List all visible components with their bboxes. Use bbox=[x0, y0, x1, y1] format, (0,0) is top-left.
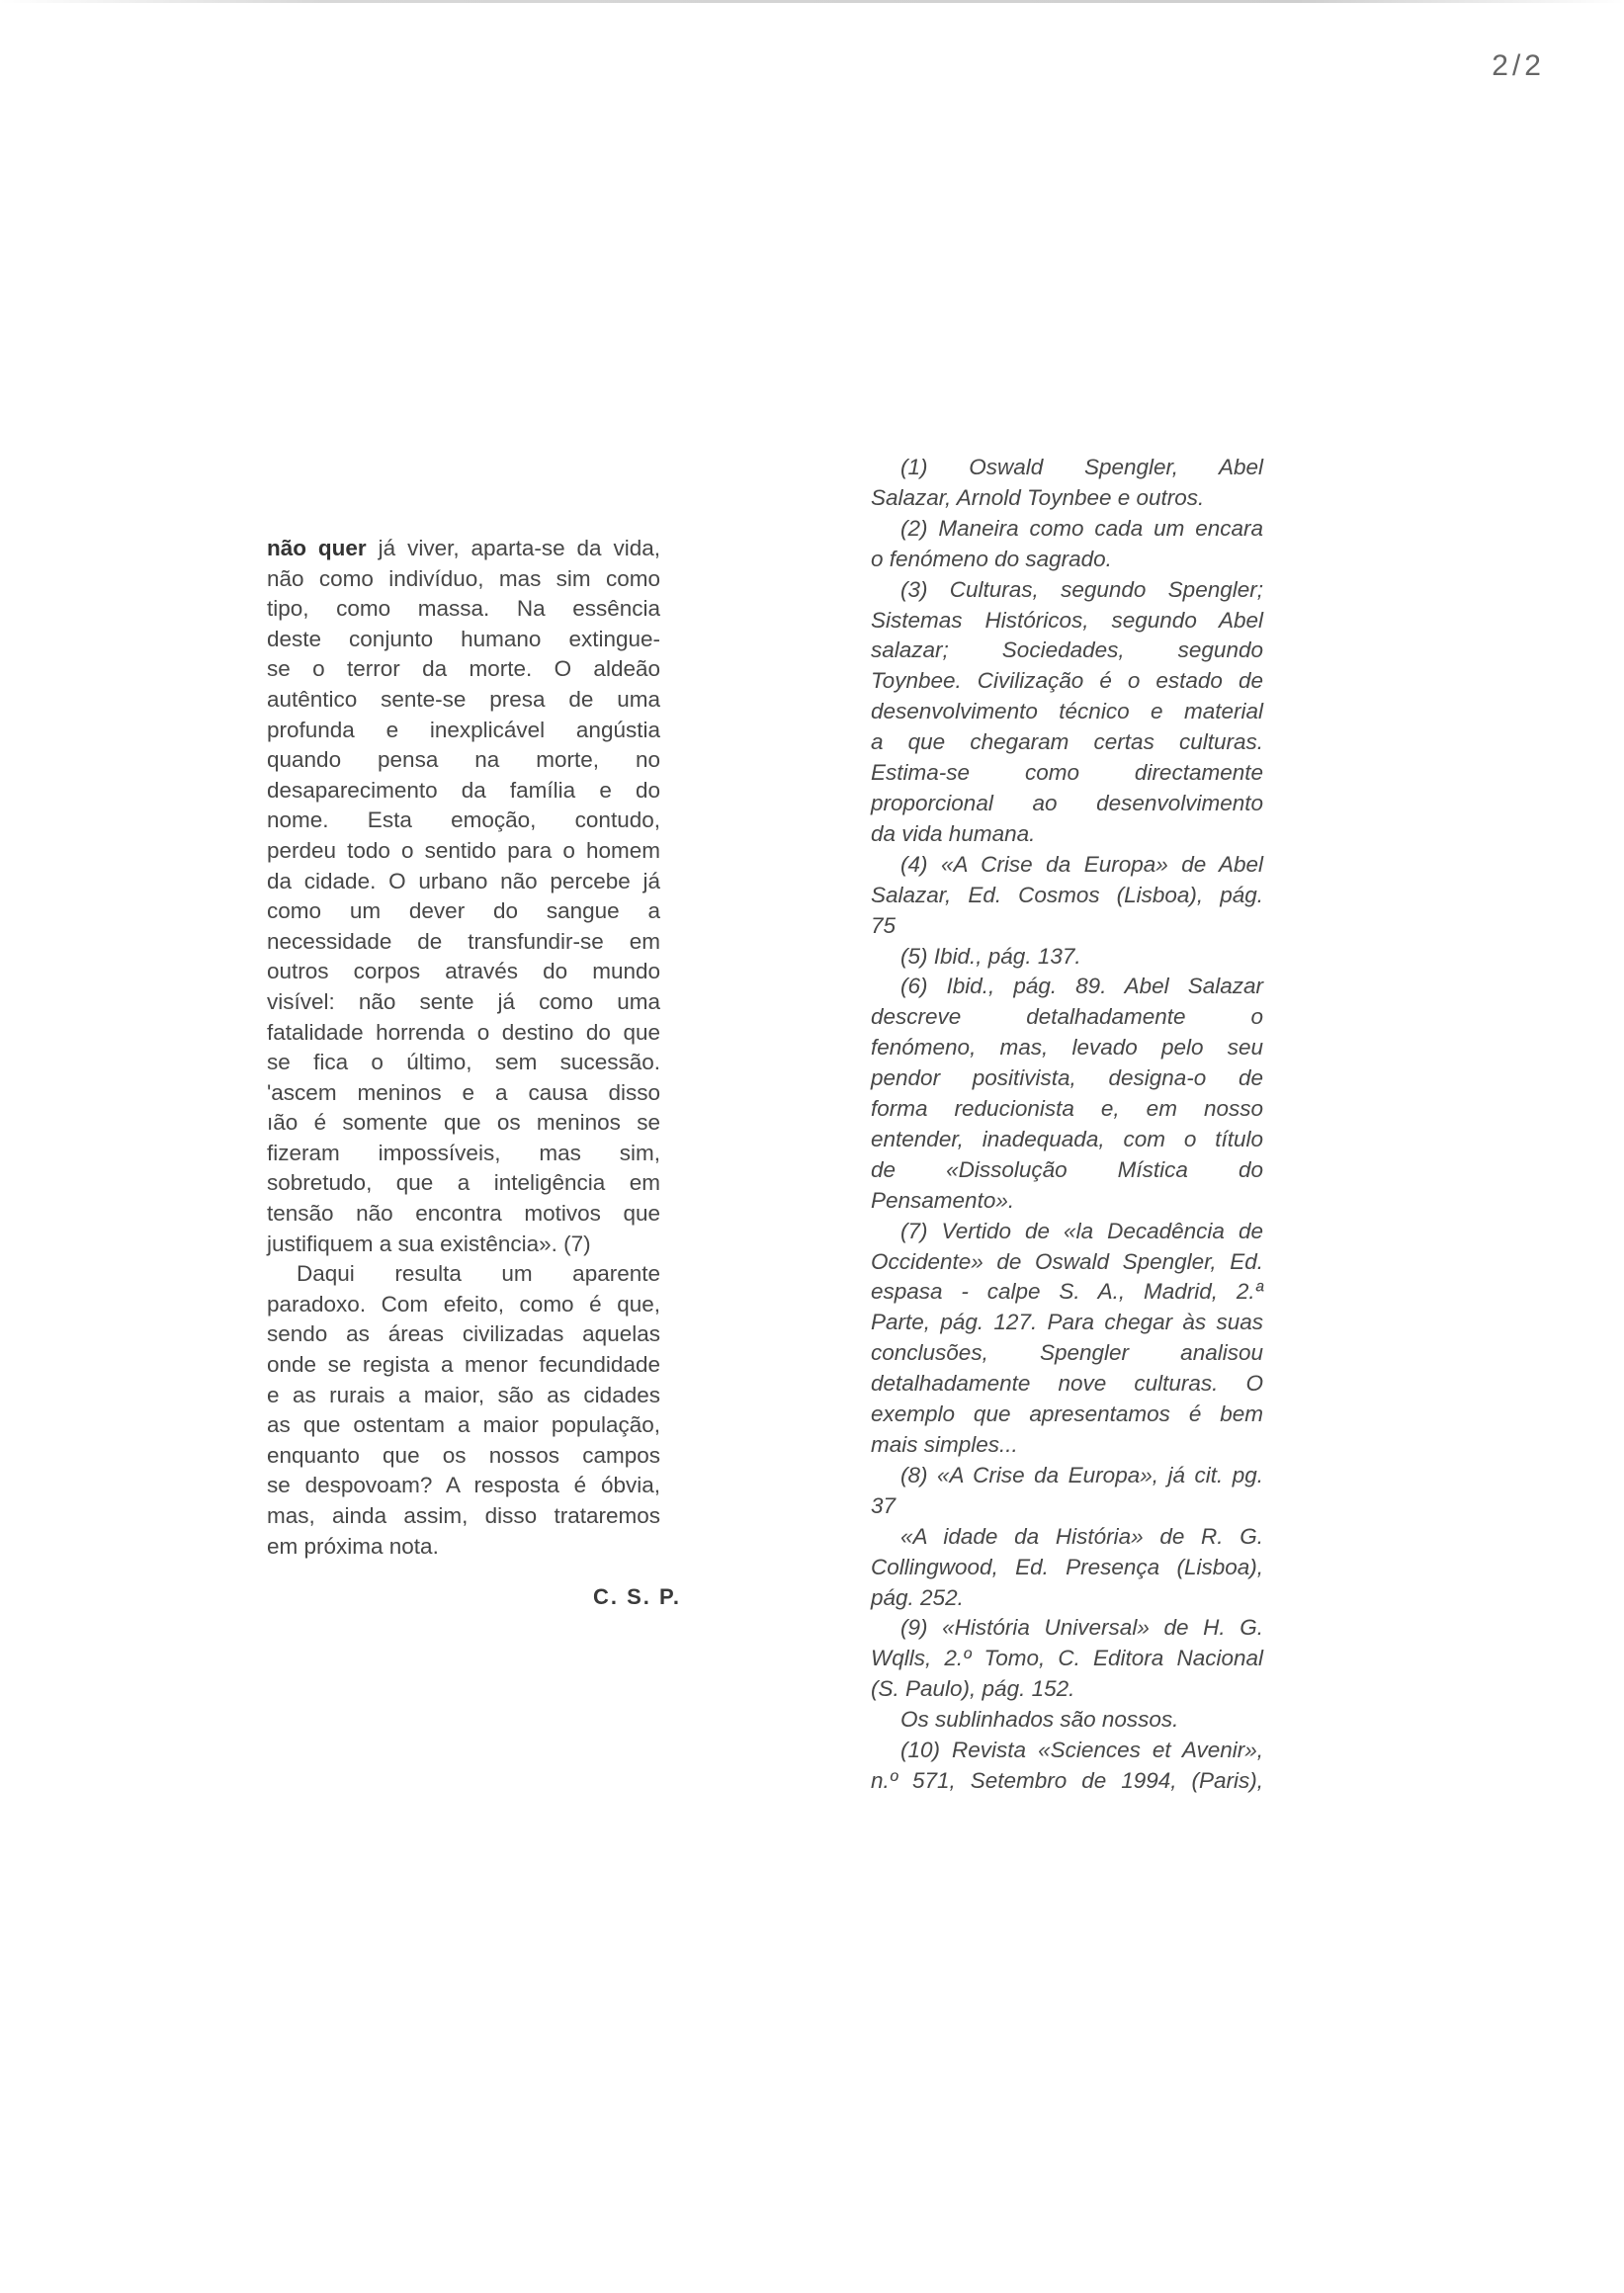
footnote-line: (8) «A Crise da Europa», já cit. pg. bbox=[900, 1462, 1263, 1487]
body-text-line: perdeu todo o sentido para o homem bbox=[267, 837, 660, 863]
body-text-line: 'ascem meninos e a causa disso bbox=[267, 1079, 660, 1105]
body-text-line: outros corpos através do mundo bbox=[267, 959, 660, 984]
lead-in-bold: não quer bbox=[267, 536, 367, 560]
body-text-line: deste conjunto humano extingue- bbox=[267, 626, 660, 651]
body-text-line: ıão é somente que os meninos se bbox=[267, 1110, 660, 1136]
line-text: já viver, aparta-se da vida, bbox=[366, 536, 661, 560]
footnote-line: Parte, pág. 127. Para chegar às suas bbox=[871, 1310, 1263, 1335]
left-text-column bbox=[267, 534, 660, 1562]
footnote-line: (4) «A Crise da Europa» de Abel bbox=[900, 851, 1263, 877]
footnote-line: de «Dissolução Mística do bbox=[871, 1156, 1263, 1182]
footnote-line: entender, inadequada, com o título bbox=[871, 1126, 1263, 1151]
footnote-line: (S. Paulo), pág. 152. bbox=[871, 1676, 1075, 1702]
footnote-line: Estima-se como directamente bbox=[871, 760, 1263, 786]
footnote-line: Toynbee. Civilização é o estado de bbox=[871, 668, 1263, 694]
body-text-line: fatalidade horrenda o destino do que bbox=[267, 1019, 660, 1045]
footnote-line: (1) Oswald Spengler, Abel bbox=[900, 455, 1263, 479]
footnote-line: Collingwood, Ed. Presença (Lisboa), bbox=[871, 1554, 1263, 1579]
footnote-line: Occidente» de Oswald Spengler, Ed. bbox=[871, 1248, 1263, 1274]
body-text-line: enquanto que os nossos campos bbox=[267, 1442, 660, 1468]
footnote-line: 75 bbox=[871, 912, 897, 938]
body-text-line: tipo, como massa. Na essência bbox=[267, 596, 660, 622]
footnote-line: desenvolvimento técnico e material bbox=[871, 699, 1263, 724]
body-text-line: sendo as áreas civilizadas aquelas bbox=[267, 1321, 660, 1347]
body-text-line: desaparecimento da família e do bbox=[267, 777, 660, 803]
body-text-line: Daqui resulta um aparente bbox=[297, 1261, 660, 1287]
footnote-line: conclusões, Spengler analisou bbox=[871, 1340, 1263, 1366]
footnote-line: (7) Vertido de «la Decadência de bbox=[900, 1218, 1263, 1243]
body-text-line: fizeram impossíveis, mas sim, bbox=[267, 1140, 660, 1165]
footnote-line: detalhadamente nove culturas. O bbox=[871, 1371, 1263, 1397]
footnote-line: (3) Culturas, segundo Spengler; bbox=[900, 576, 1263, 602]
body-text-line: sobretudo, que a inteligência em bbox=[267, 1170, 660, 1196]
body-text-line: e as rurais a maior, são as cidades bbox=[267, 1382, 660, 1407]
body-text-line: visível: não sente já como uma bbox=[267, 988, 660, 1014]
body-text-line: autêntico sente-se presa de uma bbox=[267, 686, 660, 712]
footnote-line: Salazar, Ed. Cosmos (Lisboa), pág. bbox=[871, 882, 1263, 907]
footnote-line: «A idade da História» de R. G. bbox=[900, 1523, 1263, 1549]
body-text-line: paradoxo. Com efeito, como é que, bbox=[267, 1291, 660, 1316]
footnote-line: pendor positivista, designa-o de bbox=[871, 1065, 1263, 1091]
footnote-line: a que chegaram certas culturas. bbox=[871, 729, 1263, 755]
body-text-line: justifiquem a sua existência». (7) bbox=[267, 1231, 591, 1256]
footnote-line: da vida humana. bbox=[871, 820, 1036, 846]
body-text-line: nome. Esta emoção, contudo, bbox=[267, 807, 660, 833]
footnote-line: pág. 252. bbox=[871, 1584, 964, 1610]
footnote-line: fenómeno, mas, levado pelo seu bbox=[871, 1035, 1263, 1061]
body-text-line: necessidade de transfundir-se em bbox=[267, 928, 660, 954]
footnote-line: descreve detalhadamente o bbox=[871, 1004, 1263, 1030]
footnote-line: (10) Revista «Sciences et Avenir», bbox=[900, 1738, 1263, 1763]
top-scan-rule bbox=[0, 0, 1624, 3]
footnote-line: (5) Ibid., pág. 137. bbox=[900, 943, 1081, 969]
footnote-line: forma reducionista e, em nosso bbox=[871, 1096, 1263, 1122]
footnote-line: Os sublinhados são nossos. bbox=[900, 1707, 1179, 1733]
footnote-line: Pensamento». bbox=[871, 1187, 1015, 1213]
footnote-line: (6) Ibid., pág. 89. Abel Salazar bbox=[900, 974, 1263, 999]
body-text-line: como um dever do sangue a bbox=[267, 898, 660, 924]
footnote-line: n.º 571, Setembro de 1994, (Paris), bbox=[871, 1767, 1263, 1793]
body-text-line: as que ostentam a maior população, bbox=[267, 1412, 660, 1438]
body-text-line: mas, ainda assim, disso trataremos bbox=[267, 1503, 660, 1528]
body-text-line: se o terror da morte. O aldeão bbox=[267, 656, 660, 682]
footnote-line: Wqlls, 2.º Tomo, C. Editora Nacional bbox=[871, 1646, 1263, 1671]
page-number: 2/2 bbox=[1492, 49, 1545, 82]
body-text-line: tensão não encontra motivos que bbox=[267, 1201, 660, 1227]
body-text-line: da cidade. O urbano não percebe já bbox=[267, 868, 660, 893]
footnote-line: o fenómeno do sagrado. bbox=[871, 546, 1112, 571]
body-text-line: quando pensa na morte, no bbox=[267, 747, 660, 773]
footnote-line: proporcional ao desenvolvimento bbox=[871, 790, 1263, 815]
body-text-line: se fica o último, sem sucessão. bbox=[267, 1050, 660, 1075]
footnotes-column bbox=[871, 453, 1263, 1797]
body-text-line: profunda e inexplicável angústia bbox=[267, 717, 660, 742]
footnote-line: Salazar, Arnold Toynbee e outros. bbox=[871, 484, 1205, 510]
footnote-line: 37 bbox=[871, 1492, 897, 1518]
footnote-line: (2) Maneira como cada um encara bbox=[900, 515, 1263, 541]
body-text-line: em próxima nota. bbox=[267, 1533, 439, 1559]
footnote-line: salazar; Sociedades, segundo bbox=[871, 637, 1263, 663]
body-text-line bbox=[267, 534, 660, 564]
footnote-line: exemplo que apresentamos é bem bbox=[871, 1401, 1263, 1427]
footnote-line: mais simples... bbox=[871, 1432, 1018, 1457]
body-text-line: onde se regista a menor fecundidade bbox=[267, 1352, 660, 1378]
footnote-line: (9) «História Universal» de H. G. bbox=[900, 1615, 1263, 1641]
footnote-line: espasa - calpe S. A., Madrid, 2.ª bbox=[871, 1279, 1263, 1305]
footnote-line: Sistemas Históricos, segundo Abel bbox=[871, 607, 1263, 633]
author-signature: C. S. P. bbox=[593, 1584, 681, 1609]
body-text-line: não como indivíduo, mas sim como bbox=[267, 565, 660, 591]
body-text-line: se despovoam? A resposta é óbvia, bbox=[267, 1473, 660, 1498]
